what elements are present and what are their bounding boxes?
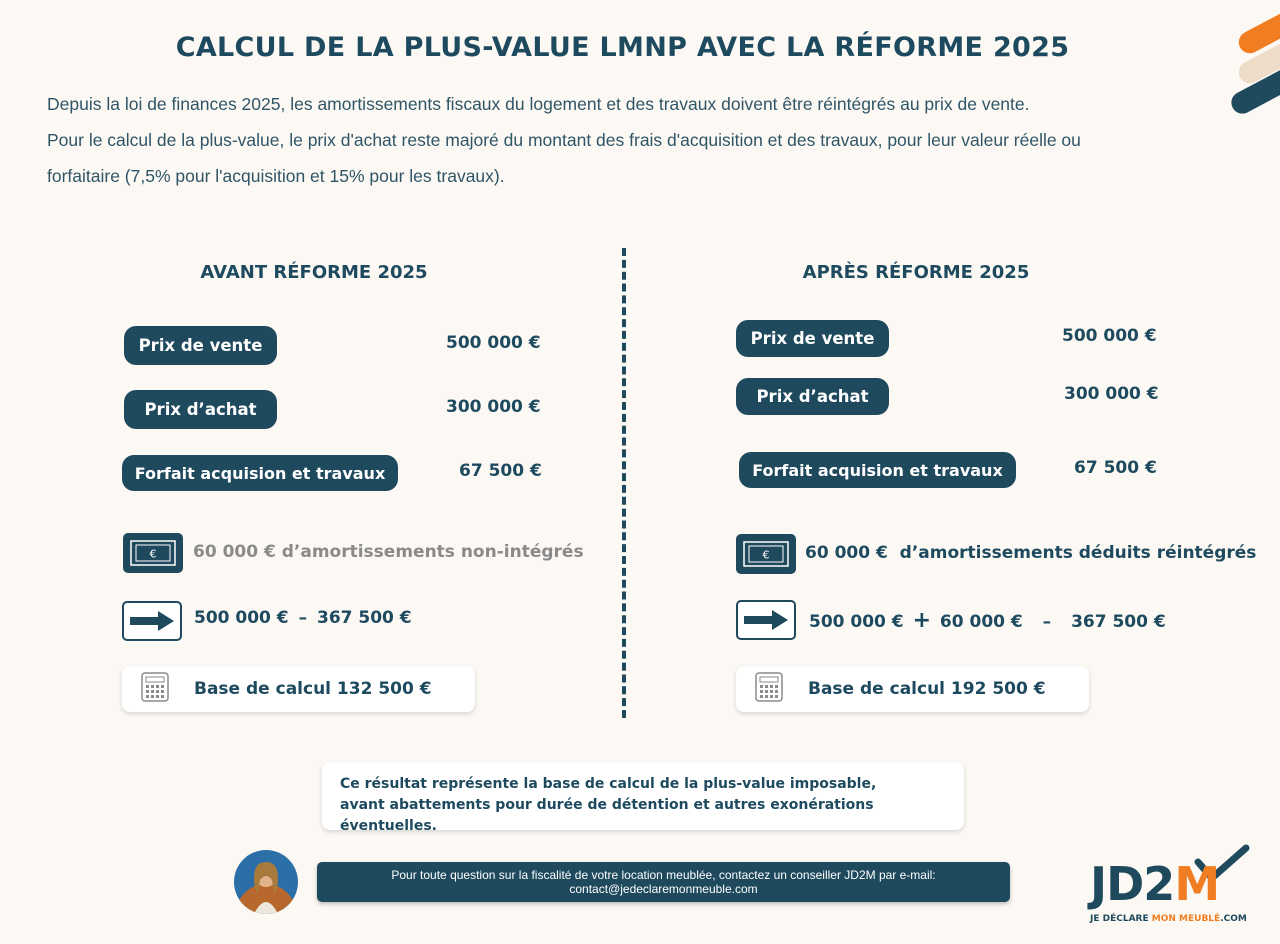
after-sale-value: 500 000 € — [1062, 326, 1157, 346]
after-flat-value: 67 500 € — [1074, 458, 1157, 478]
before-purchase-value: 300 000 € — [446, 397, 541, 417]
jd2m-logo — [1088, 844, 1248, 928]
before-calc-op1: – — [298, 608, 308, 628]
before-purchase-label: Prix d’achat — [124, 390, 277, 429]
logo-word-b: M — [1174, 857, 1220, 911]
contact-banner — [317, 862, 1010, 902]
calculator-icon — [140, 672, 170, 707]
banknote-icon — [736, 534, 796, 574]
after-base-card — [736, 666, 1089, 712]
before-flat-label: Forfait acquision et travaux — [122, 455, 398, 491]
after-sale-label: Prix de vente — [736, 320, 889, 357]
after-amortization-text: 60 000 € d’amortissements déduits réintégrés — [805, 543, 1257, 563]
page-title: CALCUL DE LA PLUS-VALUE LMNP AVEC LA RÉFORME 2025 — [175, 32, 1070, 63]
contact-email-link[interactable]: contact@jedeclaremonmeuble.com — [569, 882, 758, 896]
note-line-2: avant abattements pour durée de détention et autres exonérations éventuelles. — [340, 797, 874, 834]
after-purchase-value: 300 000 € — [1064, 384, 1159, 404]
after-calc-b: 60 000 € — [939, 612, 1023, 632]
after-purchase-label: Prix d’achat — [736, 378, 889, 415]
logo-tag-b: MON MEUBLÉ — [1151, 914, 1221, 924]
svg-text:€: € — [149, 547, 157, 561]
result-note — [322, 762, 964, 834]
after-calculation — [809, 608, 1166, 633]
before-calc-b: 367 500 € — [316, 608, 412, 628]
advisor-avatar — [234, 850, 298, 914]
contact-line-1: Pour toute question sur la fiscalité de votre location meublée, contactez un conseiller JD2M par e-mail: — [391, 868, 936, 882]
after-calc-op2: – — [1042, 612, 1052, 632]
before-calculation — [194, 608, 412, 628]
arrow-right-icon — [122, 601, 182, 641]
column-divider — [622, 248, 626, 718]
after-heading: APRÈS RÉFORME 2025 — [802, 262, 1030, 283]
svg-text:€: € — [762, 548, 770, 562]
before-amortization-text: 60 000 € d’amortissements non-intégrés — [193, 542, 584, 562]
before-sale-value: 500 000 € — [446, 333, 541, 353]
before-calc-a: 500 000 € — [194, 608, 289, 628]
after-flat-label: Forfait acquision et travaux — [739, 452, 1016, 488]
logo-tag-c: .COM — [1220, 914, 1247, 924]
after-calc-op1: + — [912, 608, 931, 633]
calculator-icon — [754, 672, 784, 707]
after-calc-a: 500 000 € — [809, 612, 904, 632]
after-base-text: Base de calcul 192 500 € — [808, 679, 1046, 699]
arrow-right-icon — [736, 600, 796, 640]
before-base-text: Base de calcul 132 500 € — [194, 679, 432, 699]
before-sale-label: Prix de vente — [124, 326, 277, 365]
before-heading: AVANT RÉFORME 2025 — [200, 262, 428, 283]
logo-wordmark — [1090, 856, 1219, 912]
logo-word-a: JD2 — [1090, 857, 1175, 911]
intro-line-1: Depuis la loi de finances 2025, les amortissements fiscaux du logement et des travaux doivent être réintégrés au prix de vente. — [47, 94, 1030, 114]
intro-line-3: forfaitaire (7,5% pour l'acquisition et 15% pour les travaux). — [47, 166, 505, 186]
after-calc-c: 367 500 € — [1071, 612, 1166, 632]
logo-tag-a: JE DÉCLARE — [1090, 914, 1152, 924]
logo-tagline — [1090, 914, 1247, 924]
banknote-icon — [123, 533, 183, 573]
before-base-card — [122, 666, 475, 712]
note-line-1: Ce résultat représente la base de calcul de la plus-value imposable, — [340, 776, 877, 792]
before-flat-value: 67 500 € — [459, 461, 542, 481]
intro-line-2: Pour le calcul de la plus-value, le prix d'achat reste majoré du montant des frais d'acquisition et des travaux, pour leur valeur réelle ou — [47, 130, 1081, 150]
